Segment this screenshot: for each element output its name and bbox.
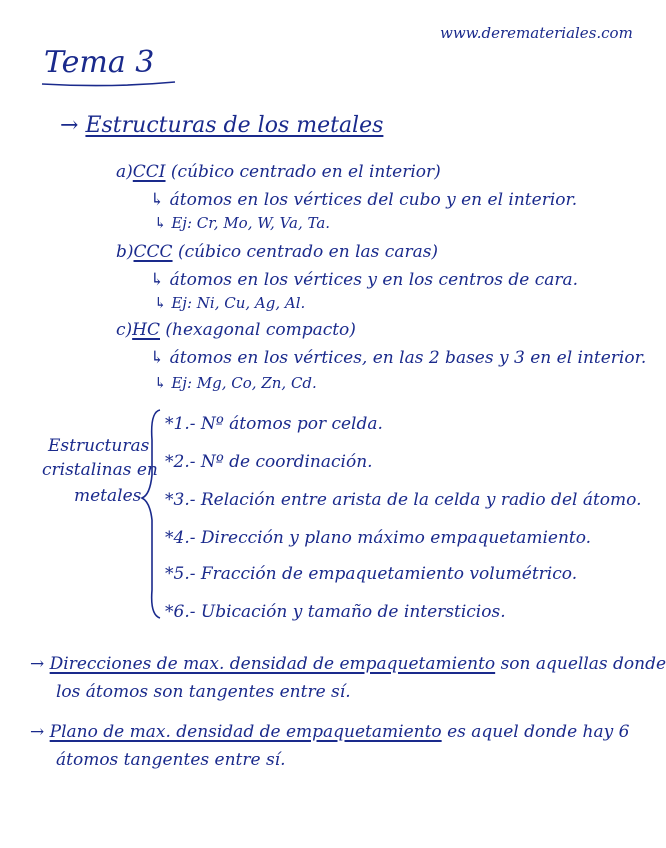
structure-label: b) [116,242,134,262]
section-title-text: Estructuras de los metales [85,113,384,138]
arrow-icon: ↳ [154,294,167,312]
brace-label-line3: metales [74,486,142,506]
property-5: *5.- Fracción de empaquetamiento volumétrico. [165,564,578,584]
arrow-icon: ↳ [150,190,165,210]
structure-label: a) [116,162,133,182]
structure-desc: (cúbico centrado en las caras) [177,242,439,262]
structure-desc: (hexagonal compacto) [165,320,356,340]
note-rest: son aquellas donde [500,654,666,674]
brace-label-line1: Estructuras [48,436,150,456]
structure-examples-text: Ej: Mg, Co, Zn, Cd. [171,374,317,392]
website-url: www.deremateriales.com [440,24,633,42]
property-6: *6.- Ubicación y tamaño de intersticios. [165,602,506,622]
property-2: *2.- Nº de coordinación. [165,452,373,472]
structure-examples-text: Ej: Cr, Mo, W, Va, Ta. [171,214,331,232]
arrow-icon: ↳ [154,214,167,232]
note-1-line2: los átomos son tangentes entre sí. [56,682,351,702]
property-3: *3.- Relación entre arista de la celda y radio del átomo. [165,490,642,510]
structure-name: CCI [132,162,166,182]
structure-atoms-text: átomos en los vértices del cubo y en el interior. [169,190,578,210]
page-title: Tema 3 [44,45,155,80]
note-2-line1 [30,724,629,741]
arrow-icon: → [30,722,45,742]
structure-atoms-text: átomos en los vértices y en los centros de cara. [169,270,579,290]
property-1: *1.- Nº átomos por celda. [165,414,383,434]
structure-atoms-text: átomos en los vértices, en las 2 bases y 3 en el interior. [169,348,647,368]
arrow-icon: → [30,654,45,674]
structure-examples-text: Ej: Ni, Cu, Ag, Al. [171,294,306,312]
note-term: Direcciones de max. densidad de empaquetamiento [49,654,496,674]
arrow-icon: → [60,113,79,138]
structure-label: c) [116,320,133,340]
arrow-icon: ↳ [150,270,165,290]
property-4: *4.- Dirección y plano máximo empaquetamiento. [165,528,592,548]
note-rest: es aquel donde hay 6 [447,722,630,742]
note-1-line1 [30,656,666,673]
brace-label-line2: cristalinas en [42,460,158,480]
note-2-line2: átomos tangentes entre sí. [56,750,286,770]
note-term: Plano de max. densidad de empaquetamiento [49,722,442,742]
arrow-icon: ↳ [154,374,167,392]
structure-desc: (cúbico centrado en el interior) [170,162,441,182]
structure-name: HC [132,320,160,340]
arrow-icon: ↳ [150,348,165,368]
structure-name: CCC [133,242,173,262]
